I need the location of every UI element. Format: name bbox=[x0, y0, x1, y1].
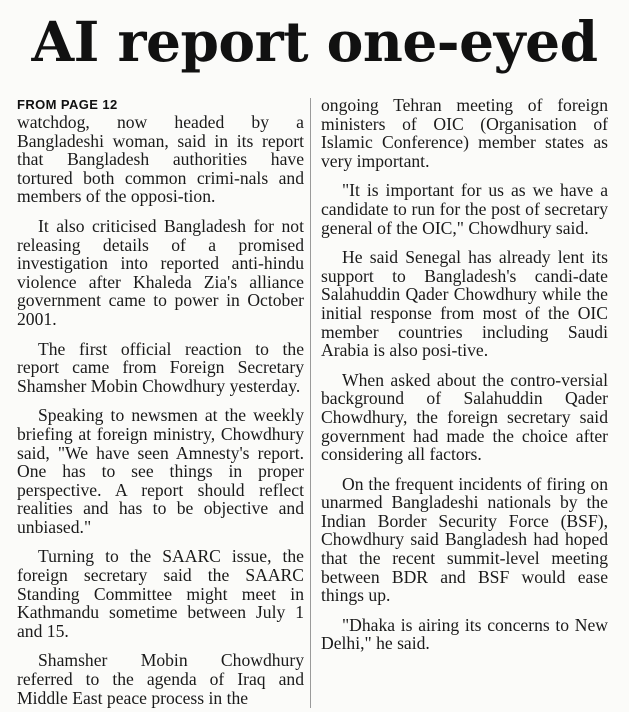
paragraph: "It is important for us as we have a candidate to run for the post of secretary general of the OIC," Chowdhury said. bbox=[321, 180, 608, 238]
article-column-left bbox=[17, 96, 304, 710]
from-page-label: FROM PAGE 12 bbox=[17, 97, 118, 112]
paragraph: watchdog, now headed by a Bangladeshi woman, said in its report that Bangladesh authorities have tortured both common crimi-nals and members of the opposi-tion. bbox=[17, 112, 304, 207]
paragraph: Turning to the SAARC issue, the foreign secretary said the SAARC Standing Committee might meet in Kathmandu sometime between July 1 and 15. bbox=[17, 546, 304, 641]
paragraph: It also criticised Bangladesh for not releasing details of a promised investigation into reported anti-hindu violence after Khaleda Zia's alliance government came to power in October 2001. bbox=[17, 215, 304, 329]
paragraph: Shamsher Mobin Chowdhury referred to the agenda of Iraq and Middle East peace process in the bbox=[17, 650, 304, 708]
paragraph: The first official reaction to the report came from Foreign Secretary Shamsher Mobin Chowdhury yesterday. bbox=[17, 338, 304, 396]
paragraph: When asked about the contro-versial background of Salahuddin Qader Chowdhury, the foreign secretary said government had made the choice after considering all factors. bbox=[321, 369, 608, 465]
paragraph: On the frequent incidents of firing on unarmed Bangladeshi nationals by the Indian Border Security Force (BSF), Chowdhury said Bangladesh had hoped that the recent summit-level meeting between BDR and BSF would ease things up. bbox=[321, 473, 608, 606]
paragraph: He said Senegal has already lent its support to Bangladesh's candi-date Salahuddin Qader Chowdhury while the initial response from most of the OIC member countries including Saudi Arabia is also posi-tive. bbox=[321, 247, 608, 361]
paragraph: "Dhaka is airing its concerns to New Delhi," he said. bbox=[321, 614, 608, 654]
column-divider bbox=[310, 98, 311, 708]
headline: AI report one-eyed bbox=[31, 9, 598, 74]
paragraph: ongoing Tehran meeting of foreign ministers of OIC (Organisation of Islamic Conference) member states as very important. bbox=[321, 96, 608, 171]
article-column-right bbox=[321, 96, 608, 710]
paragraph: Speaking to newsmen at the weekly briefing at foreign ministry, Chowdhury said, "We have seen Amnesty's report. One has to see things in proper perspective. A report should reflect realities and has to be objective and unbiased." bbox=[17, 405, 304, 537]
